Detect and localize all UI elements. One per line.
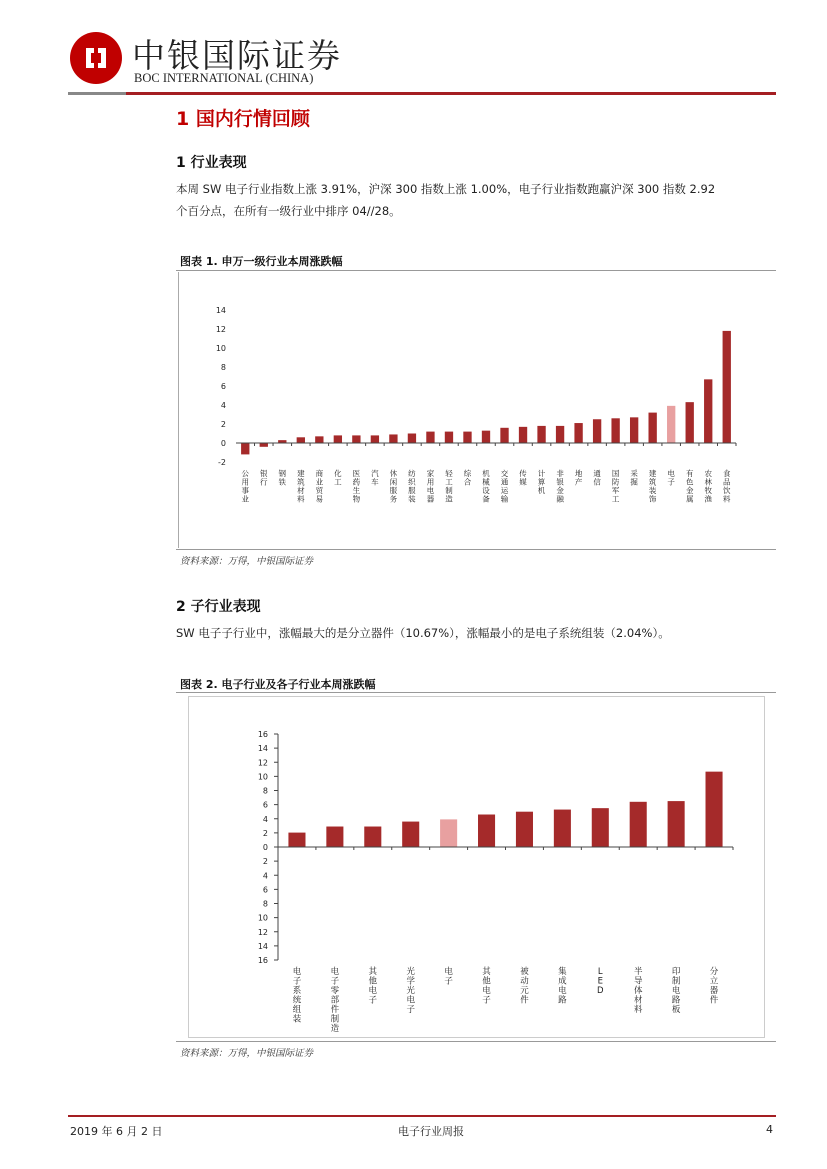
bar xyxy=(649,413,657,443)
bar xyxy=(686,402,694,443)
category-label: 半导体材料 xyxy=(633,967,643,1015)
footer-divider xyxy=(68,1115,776,1117)
bar xyxy=(288,833,305,847)
chart-subindustry-weekly-change xyxy=(240,728,760,1034)
paragraph-2: SW 电子子行业中，涨幅最大的是分立器件（10.67%），涨幅最小的是电子系统组装（2.04%）。 xyxy=(176,626,670,640)
bar xyxy=(482,431,490,443)
boc-logo-icon xyxy=(70,32,122,84)
category-label: 传媒 xyxy=(519,469,527,487)
category-label: 商业贸易 xyxy=(315,469,324,504)
category-label: 建筑材料 xyxy=(297,469,305,504)
header-divider xyxy=(68,92,776,95)
figure-2-bottom-rule xyxy=(176,1041,776,1042)
y-tick-label: 16 xyxy=(257,730,268,739)
paragraph-1-line-2: 个百分点，在所有一级行业中排序 04//28。 xyxy=(176,204,401,218)
category-label: 汽车 xyxy=(371,469,379,487)
y-tick-label: 14 xyxy=(257,941,268,951)
category-label: 农林牧渔 xyxy=(704,469,712,504)
subsection-title-2: 2 子行业表现 xyxy=(176,599,261,615)
y-tick-label: 12 xyxy=(257,927,268,937)
y-tick-label: 0 xyxy=(220,439,226,448)
category-label: 机械设备 xyxy=(482,469,490,504)
figure-2-caption: 图表 2. 电子行业及各子行业本周涨跌幅 xyxy=(180,678,376,691)
bar xyxy=(445,432,453,443)
bar xyxy=(297,437,305,443)
bar xyxy=(478,815,495,847)
y-tick-label: 10 xyxy=(257,913,268,923)
y-tick-label: 2 xyxy=(220,420,226,429)
category-label: 分立器件 xyxy=(709,967,719,1006)
category-label: 公用事业 xyxy=(241,469,250,504)
bar xyxy=(500,428,508,443)
y-tick-label: 4 xyxy=(262,871,268,881)
category-label: 医药生物 xyxy=(352,469,361,504)
y-tick-label: 10 xyxy=(257,772,268,782)
y-tick-label: 12 xyxy=(215,325,226,334)
bar xyxy=(408,434,416,444)
brand-name-en: BOC INTERNATIONAL (CHINA) xyxy=(134,71,314,85)
footer-date: 2019 年 6 月 2 日 xyxy=(70,1125,163,1138)
y-tick-label: -2 xyxy=(218,458,226,467)
y-tick-label: 4 xyxy=(220,401,226,410)
bar xyxy=(574,423,582,443)
bar xyxy=(706,772,723,847)
bar xyxy=(668,801,685,847)
bar xyxy=(371,435,379,443)
brand-name-cn: 中银国际证券 xyxy=(132,36,342,75)
y-tick-label: 6 xyxy=(220,382,226,391)
bar xyxy=(315,436,323,443)
category-label: 钢铁 xyxy=(278,469,287,487)
category-label: 食品饮料 xyxy=(722,469,731,504)
category-label: 电子 xyxy=(667,469,675,487)
category-label: 建筑装饰 xyxy=(648,469,657,504)
chart-industry-weekly-change xyxy=(180,300,740,515)
y-tick-label: 12 xyxy=(257,758,268,768)
y-tick-label: 14 xyxy=(215,306,226,315)
bar xyxy=(426,432,434,443)
y-tick-label: 4 xyxy=(262,814,268,824)
category-label: 地产 xyxy=(574,469,583,487)
figure-1-bottom-rule xyxy=(176,549,776,550)
y-tick-label: 8 xyxy=(220,363,226,372)
category-label: 综合 xyxy=(463,469,472,487)
category-label: L E D xyxy=(597,967,604,996)
bar xyxy=(630,417,638,443)
bar xyxy=(556,426,564,443)
section-title: 1 国内行情回顾 xyxy=(176,108,310,130)
y-tick-label: 2 xyxy=(262,857,268,867)
category-label: 印制电路板 xyxy=(671,967,681,1015)
category-label: 化工 xyxy=(334,469,342,487)
bar xyxy=(630,802,647,847)
category-label: 交通运输 xyxy=(500,469,509,504)
category-label: 采掘 xyxy=(630,469,638,487)
category-label: 光学光电子 xyxy=(406,967,415,1015)
category-label: 被动元件 xyxy=(520,967,529,1006)
subsection-title-1: 1 行业表现 xyxy=(176,155,247,171)
figure-1-source: 资料来源：万得，中银国际证券 xyxy=(180,556,314,567)
bar xyxy=(334,435,342,443)
category-label: 电子系统组装 xyxy=(292,967,302,1025)
category-label: 休闲服务 xyxy=(389,469,398,504)
figure-2-source: 资料来源：万得，中银国际证券 xyxy=(180,1048,314,1059)
bar xyxy=(440,819,457,847)
category-label: 纺织服装 xyxy=(408,469,416,504)
bar xyxy=(516,812,533,847)
bar xyxy=(537,426,545,443)
y-tick-label: 2 xyxy=(262,828,268,838)
figure-1-caption: 图表 1. 申万一级行业本周涨跌幅 xyxy=(180,255,343,268)
bar xyxy=(723,331,731,443)
category-label: 国防军工 xyxy=(611,469,620,504)
category-label: 其他电子 xyxy=(368,967,378,1006)
category-label: 集成电路 xyxy=(558,967,567,1006)
bar xyxy=(326,827,343,847)
category-label: 电子零部件制造 xyxy=(330,967,340,1034)
y-tick-label: 8 xyxy=(262,786,268,796)
bar xyxy=(260,443,268,447)
category-label: 家用电器 xyxy=(426,469,435,504)
category-label: 非银金融 xyxy=(556,469,564,504)
category-label: 计算机 xyxy=(537,469,546,495)
category-label: 电子 xyxy=(444,967,453,987)
category-label: 通信 xyxy=(593,469,601,487)
page-number: 4 xyxy=(766,1123,773,1136)
header-divider-accent xyxy=(68,92,126,95)
bar xyxy=(463,432,471,443)
bar xyxy=(519,427,527,443)
category-label: 其他电子 xyxy=(482,967,491,1006)
bar xyxy=(592,808,609,847)
y-tick-label: 14 xyxy=(257,744,268,754)
figure-2-rule xyxy=(176,692,776,693)
bar xyxy=(611,418,619,443)
y-tick-label: 6 xyxy=(262,885,268,895)
y-tick-label: 0 xyxy=(262,843,268,852)
bar xyxy=(667,406,675,443)
bar xyxy=(593,419,601,443)
bar xyxy=(352,435,360,443)
paragraph-1-line-1: 本周 SW 电子行业指数上涨 3.91%，沪深 300 指数上涨 1.00%，电子行业指数跑赢沪深 300 指数 2.92 xyxy=(176,182,716,196)
bar xyxy=(389,434,397,443)
footer-title: 电子行业周报 xyxy=(398,1125,464,1138)
figure-1-rule xyxy=(176,270,776,271)
category-label: 银行 xyxy=(260,469,268,487)
bar xyxy=(402,822,419,847)
bar xyxy=(364,827,381,847)
category-label: 有色金属 xyxy=(685,469,694,504)
y-tick-label: 16 xyxy=(257,956,268,965)
category-label: 轻工制造 xyxy=(445,469,453,504)
y-tick-label: 10 xyxy=(215,344,226,353)
bar xyxy=(241,443,249,454)
bar xyxy=(554,810,571,847)
y-tick-label: 6 xyxy=(262,800,268,810)
bar xyxy=(704,379,712,443)
y-tick-label: 8 xyxy=(262,899,268,909)
